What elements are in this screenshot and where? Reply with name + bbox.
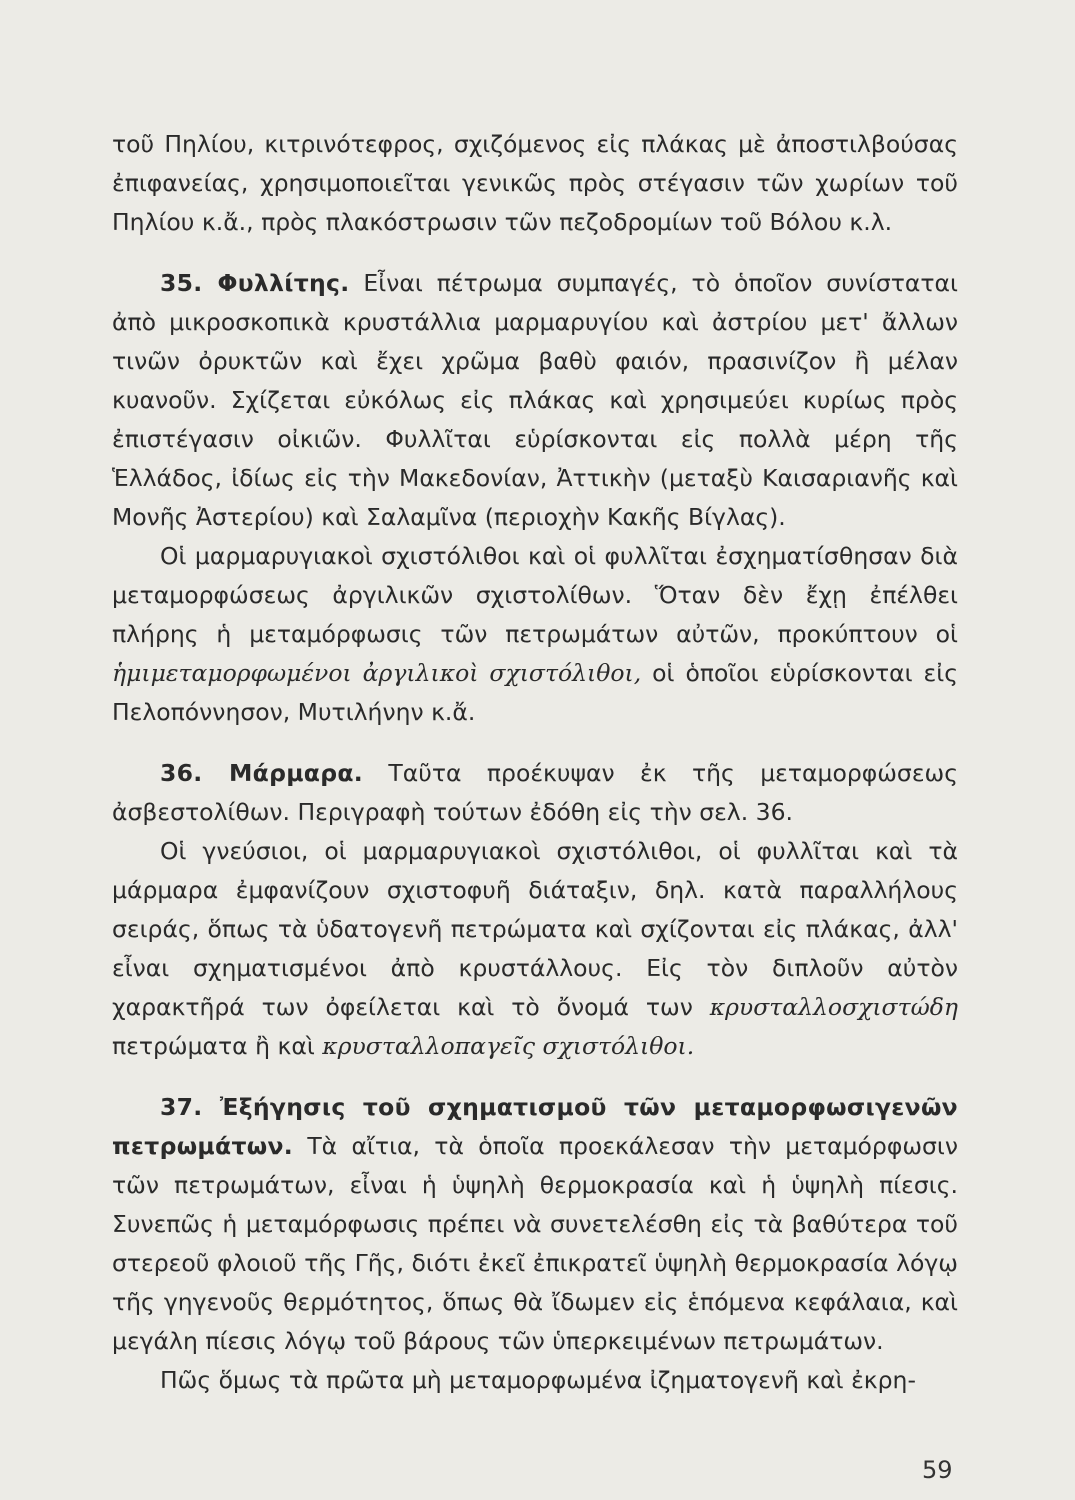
section-35-text: Εἶναι πέτρωμα συμπαγές, τὸ ὁποῖον συνίσταται ἀπὸ μικροσκοπικὰ κρυστάλλια μαρμαρυγίου καὶ ἀστρίου μετ' ἄλλων τινῶν ὀρυκτῶν καὶ ἔχει χρῶμα βαθὺ φαιόν, πρασινίζον ἢ μέλαν κυανοῦν. Σχίζεται εὐκόλως εἰς πλάκας καὶ χρησιμεύει κυρίως πρὸς ἐπιστέγασιν οἰκιῶν. Φυλλῖται εὑρίσκονται εἰς πολλὰ μέρη τῆς Ἑλλάδος, ἰδίως εἰς τὴν Μακεδονίαν, Ἀττικὴν (μεταξὺ Καισαριανῆς καὶ Μονῆς Ἀστερίου) καὶ Σαλαμῖνα (περιοχὴν Κακῆς Βίγλας).: [112, 269, 958, 531]
paragraph-intro: τοῦ Πηλίου, κιτρινότεφρος, σχιζόμενος εἰς πλάκας μὲ ἀποστιλβούσας ἐπιφανείας, χρησιμοποιεῖται γενικῶς πρὸς στέγασιν τῶν χωρίων τοῦ Πηλίου κ.ἄ., πρὸς πλακόστρωσιν τῶν πεζοδρομίων τοῦ Βόλου κ.λ.: [112, 130, 958, 236]
section-36-paragraph: [112, 754, 958, 832]
section-37-text: Τὰ αἴτια, τὰ ὁποῖα προεκάλεσαν τὴν μεταμόρφωσιν τῶν πετρωμάτων, εἶναι ἡ ὑψηλὴ θερμοκρασία καὶ ἡ ὑψηλὴ πίεσις. Συνεπῶς ἡ μεταμόρφωσις πρέπει νὰ συνετελέσθη εἰς τὰ βαθύτερα τοῦ στερεοῦ φλοιοῦ τῆς Γῆς, διότι ἐκεῖ ἐπικρατεῖ ὑψηλὴ θερμοκρασία λόγῳ τῆς γηγενοῦς θερμότητος, ὅπως θὰ ἴδωμεν εἰς ἑπόμενα κεφάλαια, καὶ μεγάλη πίεσις λόγῳ τοῦ βάρους τῶν ὑπερκειμένων πετρωμάτων.: [112, 1132, 958, 1355]
section-36-paragraph-2: [112, 832, 958, 1066]
page-text: [112, 125, 958, 1400]
section-36-text: Ταῦτα προέκυψαν ἐκ τῆς μεταμορφώσεως ἀσβεστολίθων. Περιγραφὴ τούτων ἐδόθη εἰς τὴν σελ. 36.: [112, 759, 958, 826]
section-35-p2-b: οἱ ὁποῖοι εὑρίσκονται εἰς Πελοπόννησον, Μυτιλήνην κ.ἄ.: [112, 659, 958, 726]
section-36-p2-mid: πετρώματα ἢ καὶ: [112, 1032, 323, 1060]
section-35-italic-term: ἡμιμεταμορφωμένοι ἀργιλικοὶ σχιστόλιθοι,: [112, 659, 642, 687]
section-37-paragraph-2: Πῶς ὅμως τὰ πρῶτα μὴ μεταμορφωμένα ἰζηματογενῆ καὶ ἐκρη-: [160, 1366, 916, 1394]
section-37-paragraph: [112, 1088, 958, 1361]
section-35-paragraph: [112, 264, 958, 537]
section-36-p2-a: Οἱ γνεύσιοι, οἱ μαρμαρυγιακοὶ σχιστόλιθοι, οἱ φυλλῖται καὶ τὰ μάρμαρα ἐμφανίζουν σχιστοφυῆ διάταξιν, δηλ. κατὰ παραλλήλους σειράς, ὅπως τὰ ὑδατογενῆ πετρώματα καὶ σχίζονται εἰς πλάκας, ἀλλ' εἶναι σχηματισμένοι ἀπὸ κρυστάλλους. Εἰς τὸν διπλοῦν αὐτὸν χαρακτῆρά των ὀφείλεται καὶ τὸ ὄνομά των: [112, 837, 958, 1021]
section-36-italic-term-1: κρυσταλλοσχιστώδη: [709, 993, 958, 1021]
section-35-p2-a: Οἱ μαρμαρυγιακοὶ σχιστόλιθοι καὶ οἱ φυλλῖται ἐσχηματίσθησαν διὰ μεταμορφώσεως ἀργιλικῶν σχιστολίθων. Ὅταν δὲν ἔχῃ ἐπέλθει πλήρης ἡ μεταμόρφωσις τῶν πετρωμάτων αὐτῶν, προκύπτουν οἱ: [112, 542, 958, 648]
page-number: 59: [922, 1456, 953, 1484]
section-36-heading: 36. Μάρμαρα.: [160, 759, 364, 787]
section-37-heading: 37. Ἐξήγησις τοῦ σχηματισμοῦ τῶν μεταμορφωσιγενῶν πετρωμάτων.: [112, 1093, 958, 1160]
section-35-heading: 35. Φυλλίτης.: [160, 269, 350, 297]
section-35-paragraph-2: [112, 537, 958, 732]
section-36-italic-term-2: κρυσταλλοπαγεῖς σχιστόλιθοι.: [322, 1032, 695, 1060]
